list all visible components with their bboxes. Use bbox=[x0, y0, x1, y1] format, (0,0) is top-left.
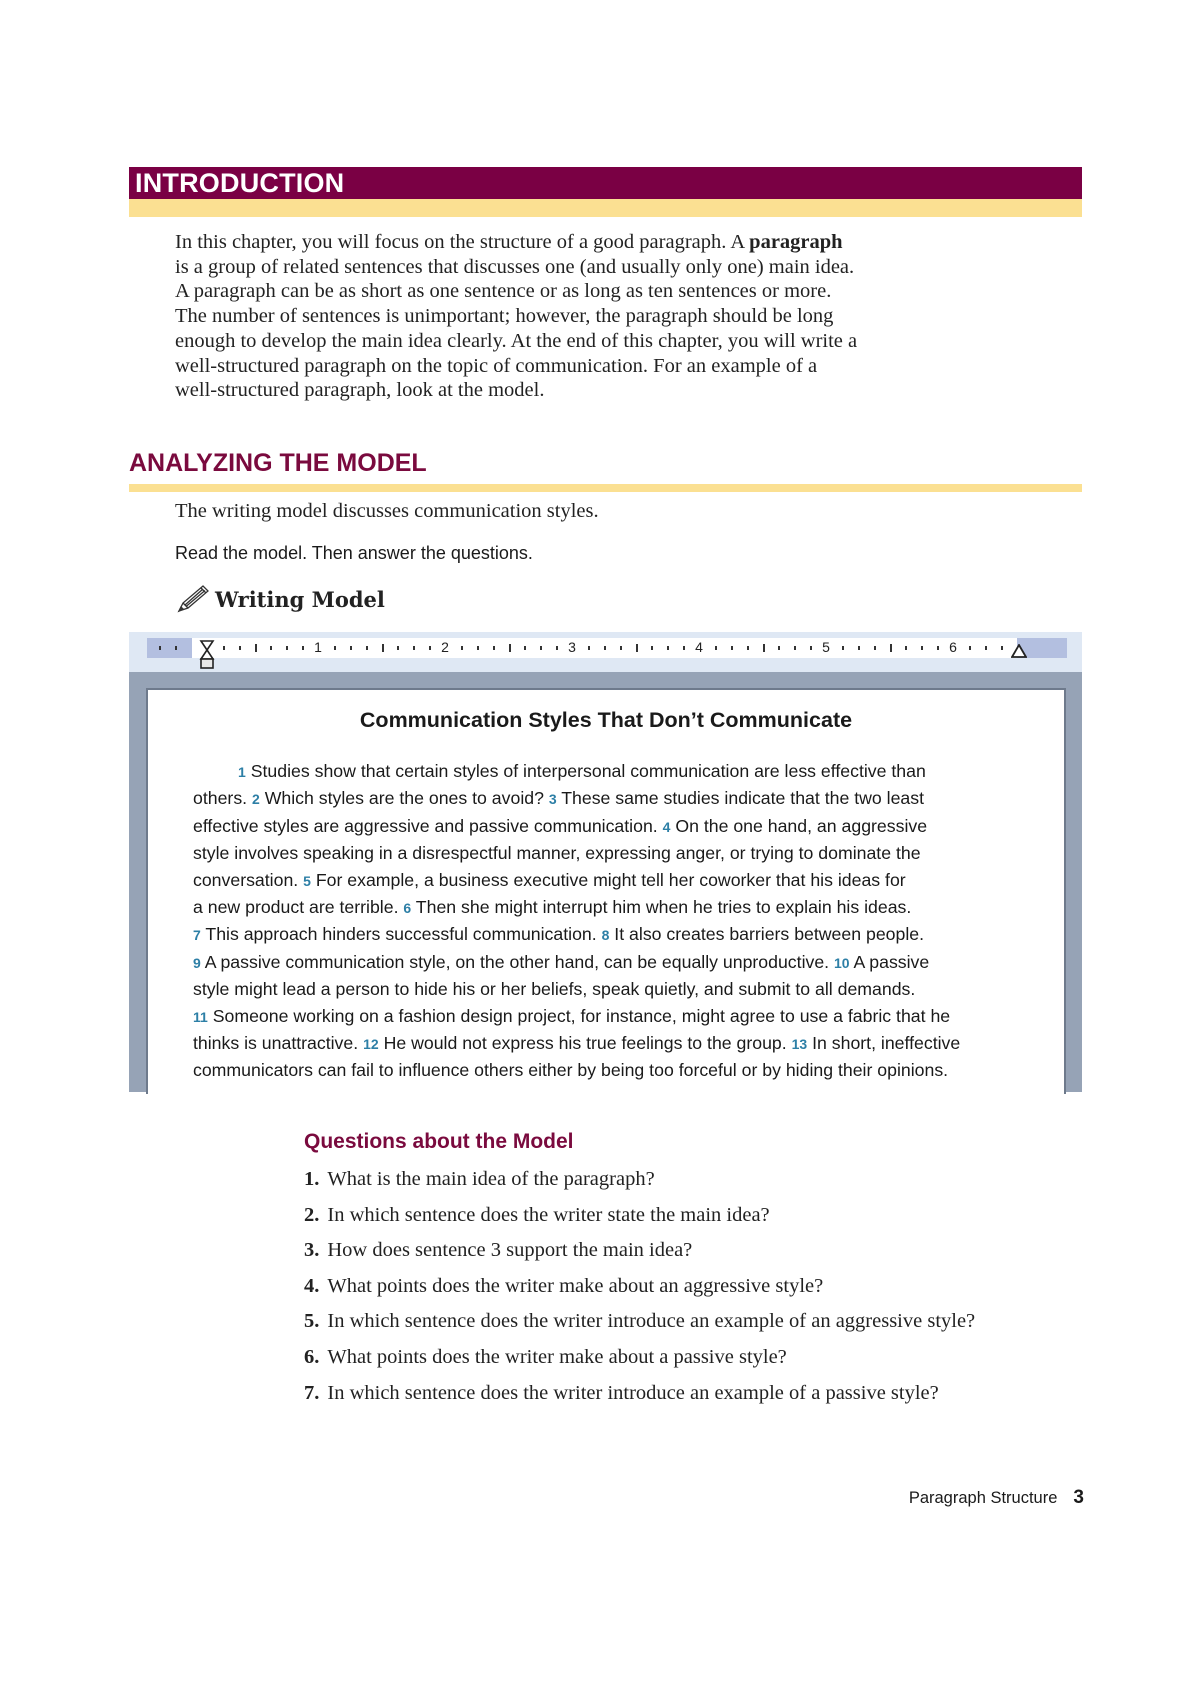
model-line bbox=[193, 894, 1053, 921]
introduction-text: is a group of related sentences that discusses one (and usually only one) main idea. bbox=[175, 255, 855, 278]
writing-model-heading bbox=[175, 583, 385, 615]
analyzing-title: ANALYZING THE MODEL bbox=[129, 449, 427, 477]
writing-model-label: Writing Model bbox=[215, 586, 385, 612]
ruler-tick bbox=[175, 646, 177, 650]
question-text: In which sentence does the writer state the main idea? bbox=[327, 1203, 770, 1226]
question-item bbox=[304, 1204, 975, 1240]
model-line bbox=[193, 758, 1053, 785]
page-number: 3 bbox=[1073, 1487, 1084, 1508]
ruler-tick bbox=[842, 646, 844, 650]
introduction-line bbox=[175, 329, 955, 354]
introduction-line bbox=[175, 255, 955, 280]
ruler-tick bbox=[540, 646, 542, 650]
ruler-tick bbox=[270, 646, 272, 650]
ruler-tick bbox=[794, 646, 796, 650]
question-number: 5. bbox=[304, 1310, 320, 1333]
model-description: The writing model discusses communication styles. bbox=[175, 500, 599, 522]
ruler-tick bbox=[858, 646, 860, 650]
ruler-number: 2 bbox=[441, 639, 449, 655]
sentence-number: 1 bbox=[238, 764, 246, 780]
ruler-tick bbox=[890, 644, 892, 652]
ruler-tick bbox=[921, 646, 923, 650]
question-item bbox=[304, 1310, 975, 1346]
question-number: 3. bbox=[304, 1239, 320, 1262]
ruler-tick bbox=[382, 644, 384, 652]
question-text: What points does the writer make about a passive style? bbox=[327, 1345, 787, 1368]
ruler-tick bbox=[874, 646, 876, 650]
model-line bbox=[193, 1030, 1053, 1057]
question-number: 1. bbox=[304, 1168, 320, 1190]
question-item bbox=[304, 1382, 975, 1418]
model-line bbox=[193, 1003, 1053, 1030]
model-line bbox=[193, 921, 1053, 948]
sentence-text: He would not express his true feelings to the group. bbox=[378, 1033, 792, 1054]
ruler-tick bbox=[556, 646, 558, 650]
question-number: 4. bbox=[304, 1274, 320, 1297]
sentence-text: thinks is unattractive. bbox=[193, 1033, 364, 1054]
question-item bbox=[304, 1346, 975, 1382]
sentence-text: Someone working on a fashion design project, for instance, might agree to use a fabric that he bbox=[207, 1005, 951, 1026]
sentence-number: 8 bbox=[601, 927, 610, 944]
ruler-tick bbox=[255, 644, 257, 652]
introduction-banner bbox=[129, 167, 1082, 217]
ruler-tick bbox=[604, 646, 606, 650]
introduction-text: In this chapter, you will focus on the structure of a good paragraph. A bbox=[175, 231, 750, 253]
question-text: What is the main idea of the paragraph? bbox=[327, 1168, 655, 1190]
ruler-tick bbox=[667, 646, 669, 650]
sentence-number: 12 bbox=[363, 1036, 379, 1053]
question-text: In which sentence does the writer introduce an example of a passive style? bbox=[327, 1381, 939, 1404]
sentence-text: For example, a business executive might tell her coworker that his ideas for bbox=[310, 869, 906, 890]
ruler-tick bbox=[461, 646, 463, 650]
introduction-line bbox=[175, 230, 955, 255]
ruler-tick bbox=[302, 646, 304, 650]
ruler-tick bbox=[620, 646, 622, 650]
introduction-line bbox=[175, 354, 955, 379]
sentence-text: style involves speaking in a disrespectful manner, expressing anger, or trying to dominate the bbox=[193, 843, 921, 864]
ruler-tick bbox=[683, 646, 685, 650]
analyzing-stripe bbox=[129, 484, 1082, 492]
introduction-line bbox=[175, 304, 955, 329]
introduction-stripe bbox=[129, 199, 1082, 217]
sentence-number: 4 bbox=[662, 818, 671, 835]
sentence-number: 3 bbox=[548, 791, 557, 808]
question-number: 6. bbox=[304, 1345, 320, 1368]
word-processor-frame bbox=[129, 632, 1082, 1092]
ruler-tick bbox=[524, 646, 526, 650]
sentence-number: 2 bbox=[252, 791, 260, 808]
introduction-text: The number of sentences is unimportant; however, the paragraph should be long bbox=[175, 305, 834, 328]
sentence-text: Which styles are the ones to avoid? bbox=[259, 788, 549, 809]
introduction-title: INTRODUCTION bbox=[135, 167, 345, 198]
model-line bbox=[193, 785, 1053, 812]
ruler-tick bbox=[651, 646, 653, 650]
introduction-line bbox=[175, 279, 955, 304]
question-item bbox=[304, 1275, 975, 1311]
model-line bbox=[193, 840, 1053, 866]
ruler-tick bbox=[1001, 646, 1003, 650]
ruler[interactable] bbox=[147, 638, 1067, 658]
sentence-text: On the one hand, an aggressive bbox=[670, 815, 928, 836]
introduction-text: enough to develop the main idea clearly. At the end of this chapter, you will write a bbox=[175, 329, 858, 352]
introduction-title-bar bbox=[129, 167, 1082, 199]
model-line bbox=[193, 976, 1053, 1002]
questions-title: Questions about the Model bbox=[304, 1130, 574, 1153]
ruler-tick bbox=[905, 646, 907, 650]
question-number: 2. bbox=[304, 1203, 320, 1226]
sentence-text: conversation. bbox=[193, 869, 304, 890]
ruler-number: 4 bbox=[695, 639, 703, 655]
ruler-number: 6 bbox=[949, 639, 957, 655]
ruler-tick bbox=[509, 644, 511, 652]
sentence-text: A passive communication style, on the other hand, can be equally unproductive. bbox=[200, 951, 835, 972]
sentence-text: style might lead a person to hide his or her beliefs, speak quietly, and submit to all demands. bbox=[193, 979, 916, 1000]
introduction-line bbox=[175, 378, 955, 403]
ruler-tick bbox=[239, 646, 241, 650]
sentence-number: 9 bbox=[193, 954, 201, 971]
model-line bbox=[193, 813, 1053, 840]
ruler-area bbox=[129, 632, 1082, 672]
sentence-text: effective styles are aggressive and passive communication. bbox=[193, 815, 663, 836]
ruler-tick bbox=[223, 646, 225, 650]
sentence-text: This approach hinders successful communication. bbox=[200, 924, 602, 945]
pencil-icon bbox=[175, 583, 211, 615]
sentence-number: 11 bbox=[193, 1008, 208, 1025]
ruler-left-margin bbox=[147, 638, 192, 658]
sentence-text: Studies show that certain styles of interpersonal communication are less effective than bbox=[245, 761, 926, 781]
sentence-number: 13 bbox=[791, 1036, 808, 1053]
introduction-text: well-structured paragraph, look at the model. bbox=[175, 379, 545, 402]
question-number: 7. bbox=[304, 1381, 320, 1404]
ruler-tick bbox=[413, 646, 415, 650]
ruler-tick bbox=[588, 646, 590, 650]
model-line bbox=[193, 867, 1053, 894]
question-text: In which sentence does the writer introduce an example of an aggressive style? bbox=[327, 1310, 976, 1333]
sentence-text: others. bbox=[193, 788, 252, 809]
ruler-tick bbox=[810, 646, 812, 650]
sentence-text: A passive bbox=[849, 951, 930, 972]
sentence-text: In short, ineffective bbox=[807, 1033, 961, 1054]
ruler-tick bbox=[763, 644, 765, 652]
ruler-tick bbox=[636, 644, 638, 652]
sentence-number: 5 bbox=[303, 872, 311, 889]
question-item bbox=[304, 1168, 975, 1204]
ruler-number: 1 bbox=[314, 639, 322, 655]
introduction-text: well-structured paragraph on the topic of communication. For an example of a bbox=[175, 354, 818, 377]
sentence-number: 10 bbox=[834, 954, 850, 971]
ruler-tick bbox=[366, 646, 368, 650]
sentence-text: a new product are terrible. bbox=[193, 897, 404, 918]
introduction-text: A paragraph can be as short as one sentence or as long as ten sentences or more. bbox=[175, 280, 832, 303]
ruler-tick bbox=[731, 646, 733, 650]
ruler-tick bbox=[969, 646, 971, 650]
ruler-tick bbox=[350, 646, 352, 650]
sentence-text: These same studies indicate that the two least bbox=[556, 788, 925, 809]
ruler-tick bbox=[429, 646, 431, 650]
question-text: How does sentence 3 support the main idea? bbox=[327, 1239, 693, 1262]
triangle-indent-marker-icon[interactable] bbox=[1011, 644, 1027, 658]
ruler-tick bbox=[985, 646, 987, 650]
questions-list bbox=[304, 1168, 975, 1417]
model-paragraph bbox=[193, 758, 1053, 1084]
question-item bbox=[304, 1239, 975, 1275]
introduction-paragraph bbox=[175, 230, 955, 403]
sentence-text: It also creates barriers between people. bbox=[609, 924, 925, 945]
ruler-tick bbox=[937, 646, 939, 650]
page-footer bbox=[909, 1487, 1084, 1509]
model-title: Communication Styles That Don’t Communicate bbox=[359, 708, 853, 732]
ruler-tick bbox=[493, 646, 495, 650]
ruler-tick bbox=[397, 646, 399, 650]
model-line bbox=[193, 1057, 1053, 1083]
chapter-name: Paragraph Structure bbox=[908, 1489, 1058, 1507]
ruler-tick bbox=[778, 646, 780, 650]
sentence-text: Then she might interrupt him when he tries to explain his ideas. bbox=[411, 897, 912, 918]
sentence-text: communicators can fail to influence others either by being too forceful or by hiding their opinions. bbox=[193, 1060, 949, 1081]
ruler-tick bbox=[747, 646, 749, 650]
instruction-text: Read the model. Then answer the questions. bbox=[175, 543, 533, 563]
ruler-tick bbox=[334, 646, 336, 650]
ruler-number: 3 bbox=[568, 639, 576, 655]
sentence-number: 7 bbox=[193, 927, 201, 944]
document-page[interactable] bbox=[146, 688, 1066, 1094]
ruler-tick bbox=[477, 646, 479, 650]
model-line bbox=[193, 949, 1053, 976]
ruler-number: 5 bbox=[822, 639, 830, 655]
hourglass-indent-marker-icon[interactable] bbox=[199, 640, 215, 670]
ruler-tick bbox=[715, 646, 717, 650]
ruler-tick bbox=[286, 646, 288, 650]
key-term: paragraph bbox=[749, 231, 843, 253]
ruler-tick bbox=[159, 646, 161, 650]
sentence-number: 6 bbox=[403, 900, 412, 917]
question-text: What points does the writer make about an aggressive style? bbox=[327, 1274, 824, 1297]
